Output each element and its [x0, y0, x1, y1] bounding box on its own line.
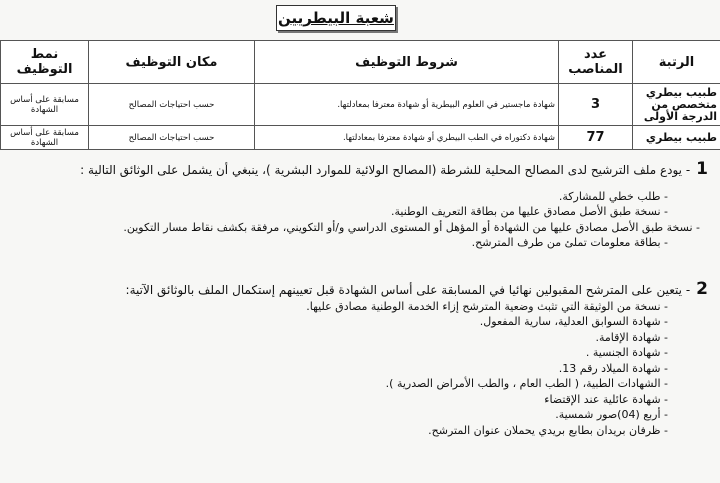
cell-mode: مسابقة على أساس الشهادة	[1, 84, 89, 126]
section-2-heading: 2- يتعين على المترشح المقبولين نهائيا في المسابقة على أساس الشهادة قبل تعيينهم إستكمال الملف بالوثائق الآتية:	[125, 279, 708, 299]
cell-positions: 3	[559, 84, 633, 126]
page-title: شعبة البيطريين	[276, 5, 396, 31]
requirements-table	[0, 40, 720, 150]
cell-positions: 77	[559, 126, 633, 150]
list-item: - نسخة طبق الأصل مصادق عليها من الشهادة أو المؤهل أو المستوى الدراسي و/أو التكويني، مرفقة بكشف نقاط مسار التكوين.	[123, 220, 700, 234]
list-item: - شهادة الجنسية .	[585, 346, 668, 359]
header-place: مكان التوظيف	[89, 41, 255, 84]
table-row	[1, 126, 720, 150]
list-item: - شهادة عائلية عند الإقتضاء	[544, 392, 668, 406]
section-1	[8, 159, 708, 251]
header-conditions: شروط التوظيف	[255, 41, 559, 84]
list-item: - ظرفان بريدان بطابع بريدي يحملان عنوان المترشح.	[428, 423, 668, 437]
list-item: - أربع (04)صور شمسية.	[555, 408, 668, 421]
cell-rank: طبيب بيطري متخصص من الدرجة الأولى	[633, 84, 720, 126]
cell-mode: مسابقة على أساس الشهادة	[1, 126, 89, 150]
section-2	[8, 279, 708, 438]
cell-place: حسب احتياجات المصالح	[89, 84, 255, 126]
cell-conditions: شهادة دكتوراه في الطب البيطري أو شهادة معترفا بمعادلتها.	[255, 126, 559, 150]
section-1-number: 1	[696, 159, 708, 179]
table-row	[1, 84, 720, 126]
list-item: - بطاقة معلومات تملئ من طرف المترشح.	[471, 236, 668, 249]
section-1-heading: 1- يودع ملف الترشيح لدى المصالح المحلية للشرطة (المصالح الولائية للموارد البشرية )، ينبغي أن يشمل على الوثائق التالية :	[80, 159, 708, 179]
header-mode: نمط التوظيف	[1, 41, 89, 84]
list-item: - شهادة السوابق العدلية، سارية المفعول.	[479, 315, 668, 328]
header-positions: عدد المناصب	[559, 41, 633, 84]
cell-conditions: شهادة ماجستير في العلوم البيطرية أو شهادة معترفا بمعادلتها.	[255, 84, 559, 126]
list-item: - نسخة طبق الأصل مصادق عليها من بطاقة التعريف الوطنية.	[390, 205, 668, 218]
table-header-row	[1, 41, 720, 84]
list-item: - طلب خطي للمشاركة.	[558, 189, 668, 203]
list-item: - نسخة من الوثيقة التي تثبث وضعية المترشح إزاء الخدمة الوطنية مصادق عليها.	[306, 299, 668, 313]
header-rank: الرتبة	[633, 41, 720, 84]
list-item: - شهادة الميلاد رقم 13.	[558, 361, 668, 375]
cell-place: حسب احتياجات المصالح	[89, 126, 255, 150]
section-2-number: 2	[696, 279, 708, 299]
cell-rank: طبيب بيطري	[633, 126, 720, 150]
list-item: - شهادة الإقامة.	[595, 330, 668, 344]
list-item: - الشهادات الطبية، ( الطب العام ، والطب الأمراض الصدرية ).	[385, 377, 668, 390]
